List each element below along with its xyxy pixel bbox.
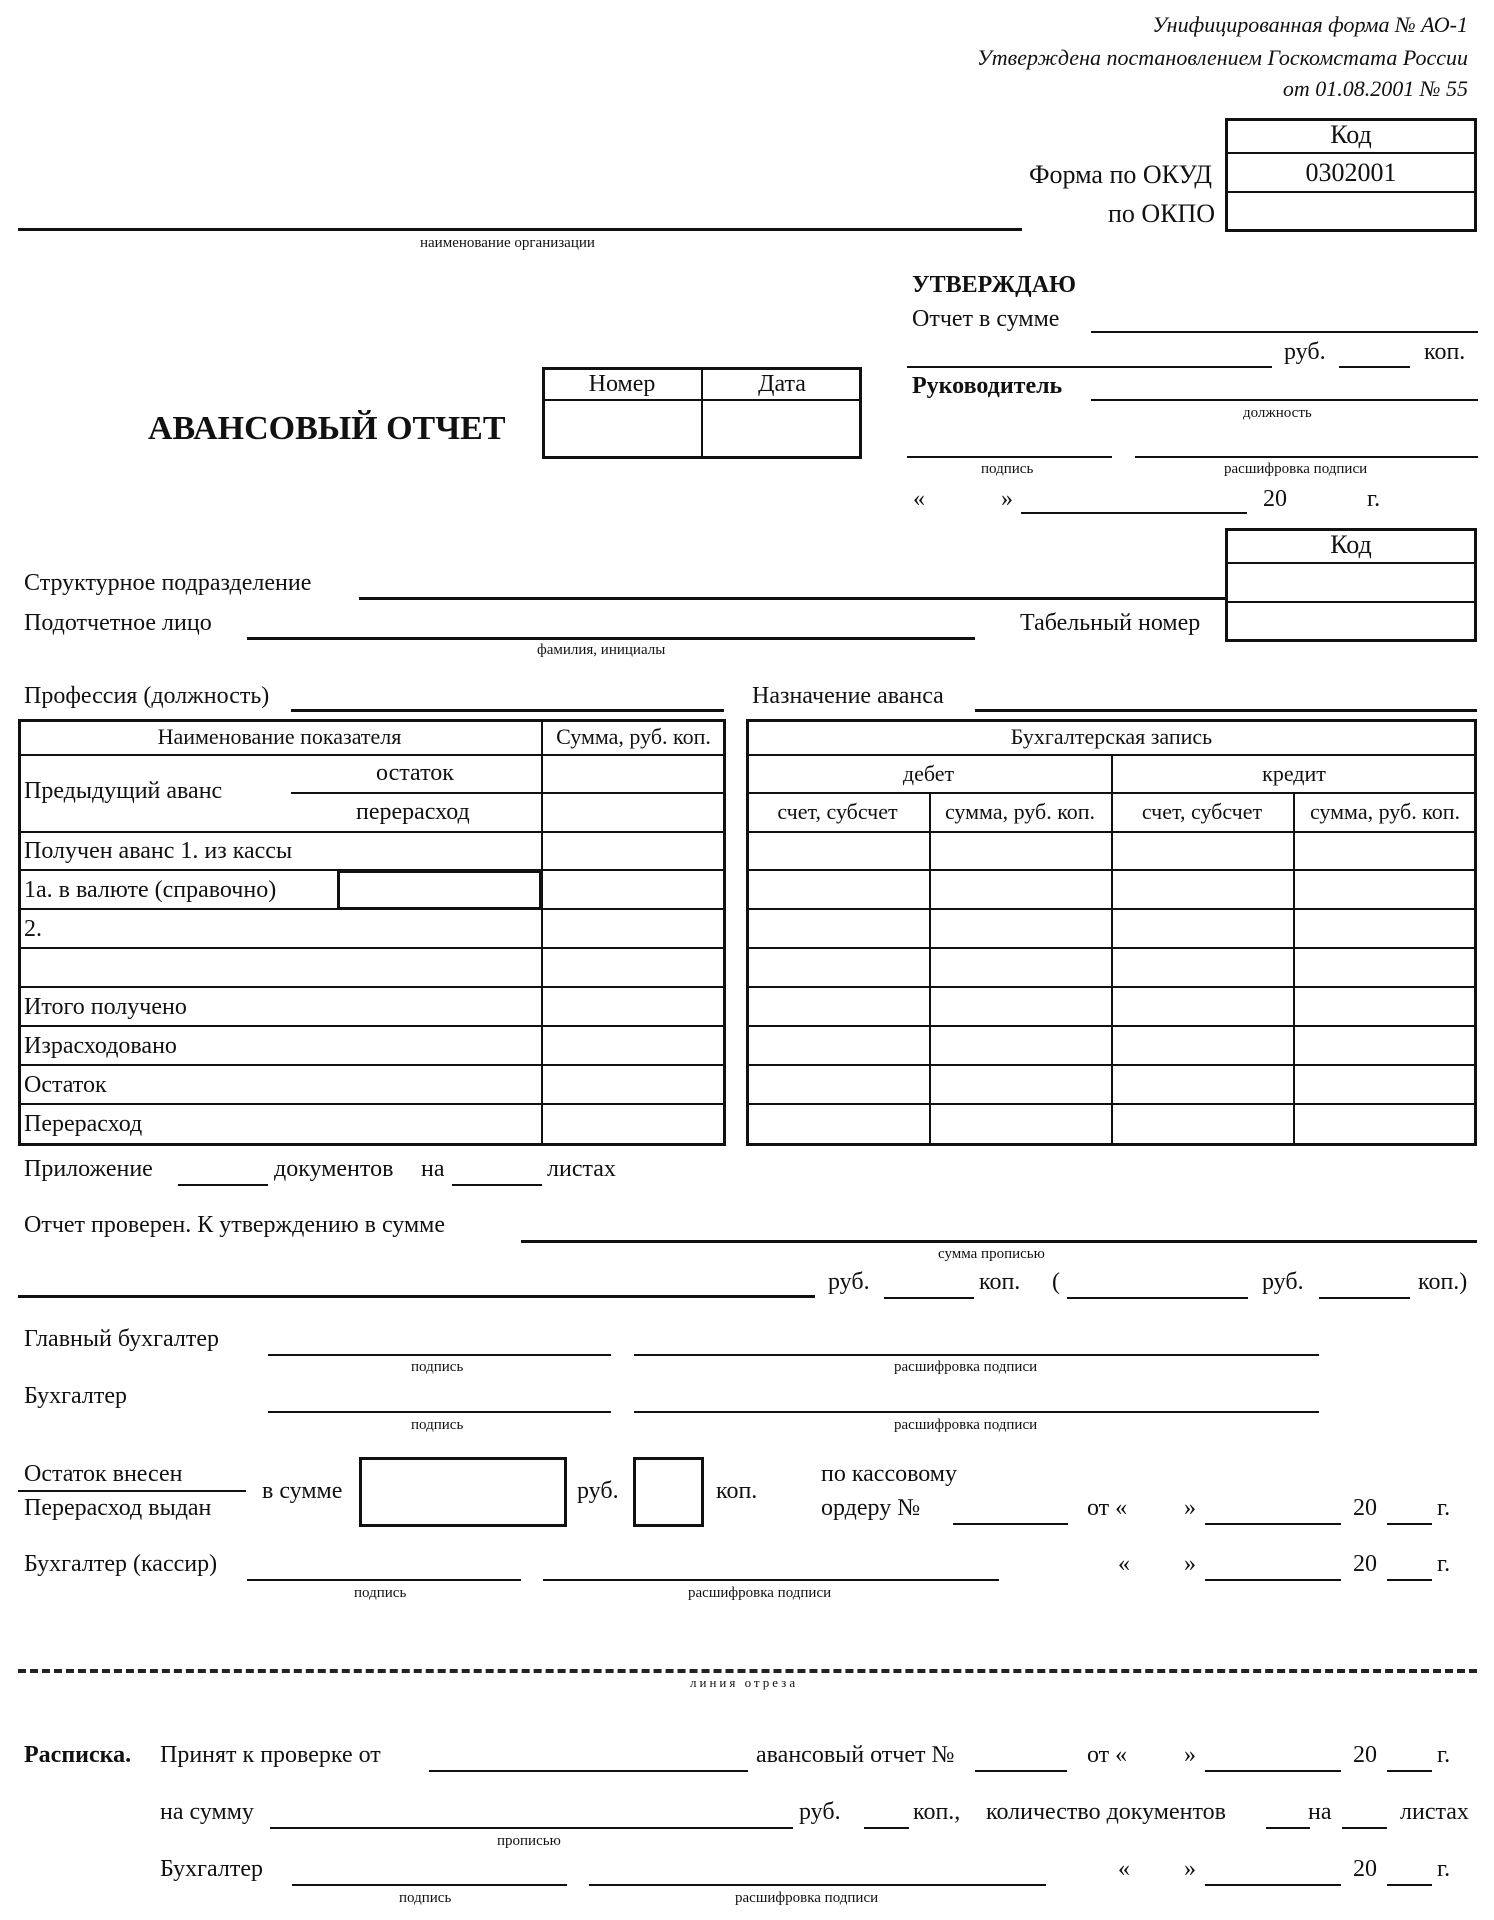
- receipt-month-field-2[interactable]: [1205, 1884, 1341, 1886]
- head-label: Руководитель: [912, 373, 1063, 399]
- verified-sum-field[interactable]: [521, 1240, 1477, 1243]
- attach-docs-field[interactable]: [178, 1184, 268, 1186]
- receipt-quote-close-2: »: [1184, 1856, 1196, 1882]
- doc-title: АВАНСОВЫЙ ОТЧЕТ: [148, 410, 506, 447]
- accountant-decoding-field[interactable]: [634, 1411, 1319, 1413]
- receipt-accepted: Принят к проверке от: [160, 1742, 381, 1768]
- accountable-label: Подотчетное лицо: [24, 610, 212, 636]
- receipt-rub: руб.: [799, 1799, 841, 1825]
- head-position-field[interactable]: [1091, 399, 1478, 401]
- receipt-sum-field[interactable]: [270, 1827, 793, 1829]
- approve-kop: коп.: [1424, 339, 1466, 365]
- credit-header: кредит: [1262, 761, 1326, 786]
- approve-year-suffix: г.: [1367, 486, 1381, 512]
- cash-order-number-field[interactable]: [953, 1523, 1068, 1525]
- credit-sum-header: сумма, руб. коп.: [1309, 799, 1461, 824]
- credit-account-header: счет, субсчет: [1141, 799, 1263, 824]
- row-overspend: Перерасход: [24, 1111, 143, 1137]
- overspend-label: перерасход: [356, 799, 470, 825]
- cash-order-label-2: ордеру №: [821, 1495, 921, 1521]
- receipt-year-suffix: г.: [1437, 1742, 1451, 1768]
- accounting-entry-title: Бухгалтерская запись: [1010, 724, 1213, 749]
- receipt-in-words-caption: прописью: [497, 1833, 561, 1849]
- org-name-field[interactable]: [18, 228, 1022, 231]
- row-currency: 1а. в валюте (справочно): [24, 877, 277, 903]
- receipt-for-sum: на сумму: [160, 1799, 254, 1825]
- receipt-month-field[interactable]: [1205, 1770, 1341, 1772]
- approve-quote-open: «: [913, 486, 925, 512]
- head-signature-field[interactable]: [907, 456, 1112, 458]
- receipt-kop-field[interactable]: [864, 1827, 909, 1829]
- receipt-signature-caption: подпись: [399, 1890, 452, 1906]
- accountable-field[interactable]: [247, 637, 975, 640]
- attach-label: Приложение: [24, 1156, 153, 1182]
- doc-date-label: Дата: [758, 371, 806, 397]
- receipt-report-no: авансовый отчет №: [756, 1742, 955, 1768]
- tab-number-label: Табельный номер: [1020, 610, 1201, 636]
- profession-label: Профессия (должность): [24, 683, 270, 709]
- cashier-year-field[interactable]: [1387, 1579, 1432, 1581]
- cashier-quote-open: «: [1118, 1551, 1130, 1577]
- cashier-year-suffix: г.: [1437, 1551, 1451, 1577]
- verified-rub-digits-field[interactable]: [1067, 1297, 1248, 1299]
- name-caption: фамилия, инициалы: [537, 642, 666, 658]
- head-decoding-caption: расшифровка подписи: [1224, 461, 1368, 477]
- receipt-year-field-2[interactable]: [1387, 1884, 1432, 1886]
- receipt-signature-field[interactable]: [292, 1884, 567, 1886]
- division-code-field[interactable]: [1228, 565, 1474, 601]
- receipt-quote-close: »: [1184, 1742, 1196, 1768]
- chief-signature-caption: подпись: [411, 1359, 464, 1375]
- row-received-cash: Получен аванс 1. из кассы: [24, 838, 293, 864]
- report-sum-field[interactable]: [1091, 331, 1478, 333]
- receipt-year-prefix-2: 20: [1353, 1856, 1377, 1882]
- cut-line: [18, 1669, 1477, 1673]
- row-total-received: Итого получено: [24, 994, 187, 1020]
- receipt-report-number-field[interactable]: [975, 1770, 1067, 1772]
- cash-order-label-1: по кассовому: [821, 1461, 957, 1487]
- settlement-kop-field[interactable]: [633, 1457, 704, 1527]
- tab-number-field[interactable]: [1228, 604, 1474, 640]
- settlement-year-prefix: 20: [1353, 1495, 1377, 1521]
- settlement-rub-field[interactable]: [359, 1457, 567, 1527]
- settlement-month-field[interactable]: [1205, 1523, 1341, 1525]
- receipt-sheets: листах: [1400, 1799, 1469, 1825]
- settlement-year-suffix: г.: [1437, 1495, 1451, 1521]
- col-name-header: Наименование показателя: [157, 724, 402, 749]
- doc-number-field[interactable]: [545, 402, 700, 438]
- settlement-year-field[interactable]: [1387, 1523, 1432, 1525]
- verified-kop: коп.: [979, 1269, 1021, 1295]
- chief-decoding-caption: расшифровка подписи: [894, 1359, 1038, 1375]
- receipt-sheets-field[interactable]: [1342, 1827, 1387, 1829]
- receipt-doc-count-field[interactable]: [1266, 1827, 1310, 1829]
- report-sum-label: Отчет в сумме: [912, 306, 1060, 332]
- settlement-kop: коп.: [716, 1478, 758, 1504]
- receipt-accountant: Бухгалтер: [160, 1856, 264, 1882]
- receipt-decoding-caption: расшифровка подписи: [735, 1890, 879, 1906]
- verified-label: Отчет проверен. К утверждению в сумме: [24, 1212, 445, 1238]
- okud-value[interactable]: 0302001: [1305, 158, 1397, 187]
- doc-number-label: Номер: [588, 371, 656, 397]
- accountant-signature-field[interactable]: [268, 1411, 611, 1413]
- receipt-kop: коп.,: [913, 1799, 961, 1825]
- verified-rub-2: руб.: [1262, 1269, 1304, 1295]
- purpose-field[interactable]: [975, 709, 1477, 712]
- receipt-quote-open-2: «: [1118, 1856, 1130, 1882]
- receipt-title: Расписка.: [24, 1742, 132, 1768]
- verified-rub: руб.: [828, 1269, 870, 1295]
- cashier-quote-close: »: [1184, 1551, 1196, 1577]
- accountant-decoding-caption: расшифровка подписи: [894, 1417, 1038, 1433]
- doc-date-field[interactable]: [705, 402, 859, 438]
- approved-date: от 01.08.2001 № 55: [1282, 76, 1468, 101]
- cashier-signature-caption: подпись: [354, 1585, 407, 1601]
- approve-rub: руб.: [1284, 339, 1326, 365]
- cashier-decoding-caption: расшифровка подписи: [688, 1585, 832, 1601]
- attach-sheets-field[interactable]: [452, 1184, 542, 1186]
- currency-amount-field[interactable]: [337, 870, 542, 910]
- person-code-header: Код: [1330, 530, 1372, 559]
- approve-kop-field[interactable]: [1339, 366, 1410, 368]
- sum-in-words-caption: сумма прописью: [938, 1246, 1045, 1262]
- okud-label: Форма по ОКУД: [1029, 160, 1212, 189]
- approve-title: УТВЕРЖДАЮ: [912, 272, 1077, 298]
- chief-signature-field[interactable]: [268, 1354, 611, 1356]
- cashier-month-field[interactable]: [1205, 1579, 1341, 1581]
- receipt-from: от «: [1087, 1742, 1128, 1768]
- overspend-issued-label: Перерасход выдан: [24, 1495, 212, 1521]
- accountant-signature-caption: подпись: [411, 1417, 464, 1433]
- org-name-caption: наименование организации: [420, 235, 595, 251]
- receipt-year-suffix-2: г.: [1437, 1856, 1451, 1882]
- debit-header: дебет: [902, 761, 955, 786]
- attach-sheets: листах: [547, 1156, 616, 1182]
- approved-by: Утверждена постановлением Госкомстата России: [976, 45, 1468, 70]
- cashier-label: Бухгалтер (кассир): [24, 1551, 218, 1577]
- verified-paren-open: (: [1052, 1269, 1060, 1295]
- verified-kop-close: коп.): [1418, 1269, 1468, 1295]
- prev-advance-label: Предыдущий аванс: [24, 778, 223, 804]
- division-field[interactable]: [359, 597, 1225, 600]
- row-2: 2.: [24, 916, 42, 942]
- debit-sum-header: сумма, руб. коп.: [944, 799, 1096, 824]
- attach-documents: документов: [274, 1156, 394, 1182]
- verified-kop-field[interactable]: [884, 1297, 974, 1299]
- cashier-year-prefix: 20: [1353, 1551, 1377, 1577]
- approve-year-prefix: 20: [1263, 486, 1287, 512]
- receipt-year-prefix: 20: [1353, 1742, 1377, 1768]
- cut-line-caption: линия отреза: [690, 1675, 799, 1690]
- row-remainder: Остаток: [24, 1072, 107, 1098]
- code-header: Код: [1330, 120, 1372, 149]
- row-spent: Израсходовано: [24, 1033, 177, 1059]
- settlement-rub: руб.: [577, 1478, 619, 1504]
- receipt-on: на: [1308, 1799, 1332, 1825]
- head-signature-caption: подпись: [981, 461, 1034, 477]
- remainder-label: остаток: [376, 760, 454, 786]
- cashier-signature-field[interactable]: [247, 1579, 521, 1581]
- head-decoding-field[interactable]: [1135, 456, 1478, 458]
- approve-month-field[interactable]: [1021, 512, 1247, 514]
- settlement-in-sum: в сумме: [262, 1478, 343, 1504]
- division-label: Структурное подразделение: [24, 570, 312, 596]
- profession-field[interactable]: [291, 709, 724, 712]
- col-sum-header: Сумма, руб. коп.: [556, 724, 711, 749]
- accountant-label: Бухгалтер: [24, 1383, 128, 1409]
- settlement-quote-close: »: [1184, 1495, 1196, 1521]
- debit-account-header: счет, субсчет: [777, 799, 898, 824]
- position-caption: должность: [1243, 405, 1312, 421]
- purpose-label: Назначение аванса: [752, 683, 944, 709]
- verified-sum-words-field[interactable]: [18, 1295, 815, 1298]
- chief-decoding-field[interactable]: [634, 1354, 1319, 1356]
- settlement-from: от «: [1087, 1495, 1128, 1521]
- receipt-year-field[interactable]: [1387, 1770, 1432, 1772]
- remainder-deposited-label: Остаток внесен: [24, 1461, 183, 1487]
- receipt-doc-count: количество документов: [986, 1799, 1226, 1825]
- verified-kop-digits-field[interactable]: [1319, 1297, 1410, 1299]
- receipt-decoding-field[interactable]: [589, 1884, 1046, 1886]
- report-sum-field-2[interactable]: [907, 366, 1272, 368]
- chief-accountant-label: Главный бухгалтер: [24, 1326, 219, 1352]
- form-title: Унифицированная форма № АО-1: [1152, 12, 1468, 37]
- attach-on: на: [421, 1156, 445, 1182]
- receipt-accepted-from-field[interactable]: [429, 1770, 748, 1772]
- cashier-decoding-field[interactable]: [543, 1579, 999, 1581]
- okpo-label: по ОКПО: [1108, 199, 1216, 228]
- approve-quote-close: »: [1001, 486, 1013, 512]
